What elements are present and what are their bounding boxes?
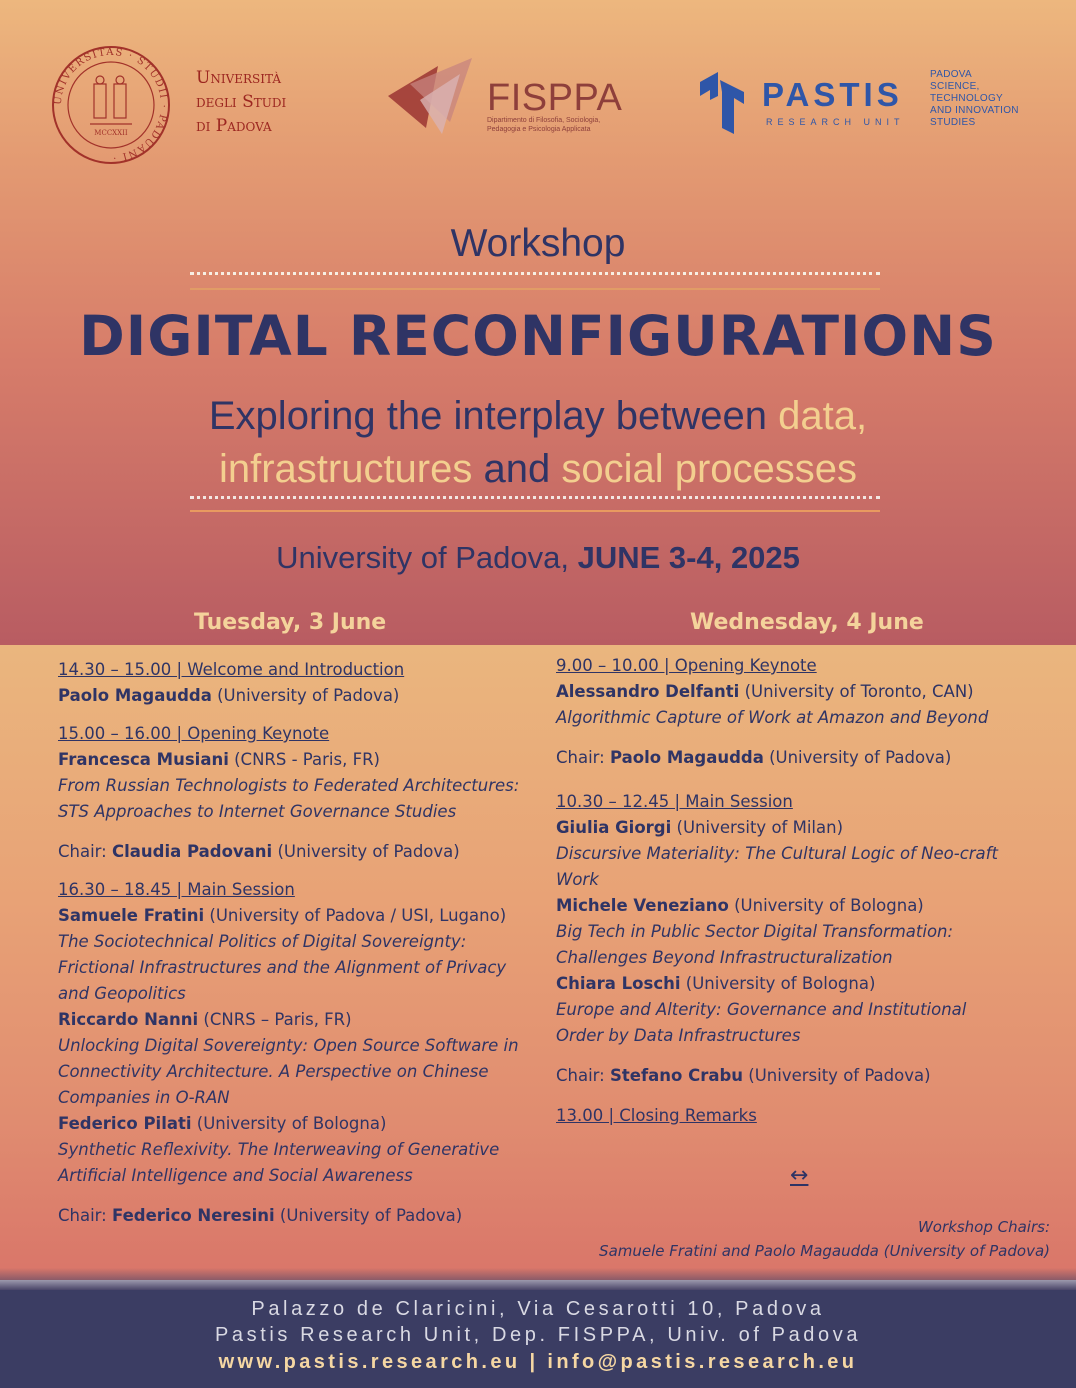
spacer [58, 1189, 548, 1203]
speaker-affiliation: (University of Padova) [211, 686, 400, 705]
unipd-line: degli Studi [196, 92, 287, 112]
university-seal-logo [50, 44, 172, 166]
subtitle-comma: , [855, 394, 868, 438]
pastis-unit-label: RESEARCH UNIT [766, 117, 905, 127]
pastis-logo-mark [698, 70, 748, 136]
chair-label: Chair: [58, 1206, 112, 1225]
tuesday-program [58, 657, 548, 1229]
talk-title: Synthetic Reflexivity. The Interweaving of Generative [58, 1140, 500, 1159]
chair-name: Stefano Crabu [609, 1066, 744, 1085]
spacer [556, 771, 1026, 789]
page-title: DIGITAL RECONFIGURATIONS [79, 304, 997, 368]
solid-divider [190, 288, 880, 290]
svg-text:MCCXXII: MCCXXII [94, 129, 128, 137]
day-heading-wednesday: Wednesday, 4 June [690, 610, 924, 635]
pastis-desc-line: STUDIES [930, 117, 976, 128]
chair-line [58, 1203, 548, 1229]
speaker-name: Riccardo Nanni [58, 1010, 199, 1029]
chair-label: Chair: [556, 1066, 610, 1085]
chair-line [556, 1063, 1026, 1089]
talk-title: Unlocking Digital Sovereignty: Open Source Software in [58, 1036, 519, 1055]
pastis-desc-line: PADOVA [930, 69, 972, 80]
speaker-affiliation: (University of Bologna) [728, 896, 924, 915]
speaker-name: Samuele Fratini [58, 906, 205, 925]
footer-contact: www.pastis.research.eu | info@pastis.research.eu [218, 1351, 858, 1373]
footer-address: Palazzo de Claricini, Via Cesarotti 10, Padova [251, 1298, 825, 1320]
pastis-name: PASTIS [762, 76, 903, 113]
wednesday-program [556, 653, 1026, 1129]
workshop-chairs-names: Samuele Fratini and Paolo Magaudda (University of Padova) [599, 1242, 1050, 1260]
subtitle-text: Exploring the interplay between [208, 394, 779, 438]
subtitle-highlight: social processes [561, 447, 858, 491]
speaker-line [58, 1007, 548, 1033]
workshop-kicker: Workshop [450, 222, 626, 265]
subtitle-line-1 [0, 390, 1076, 443]
speaker-affiliation: (University of Bologna) [680, 974, 876, 993]
speaker-line [556, 893, 1026, 919]
speaker-line [556, 971, 1026, 997]
university-name-logo [196, 66, 286, 138]
svg-text:UNIVERSITAS · STUDII · PADUANI: UNIVERSITAS · STUDII · PADUANI · [52, 46, 170, 164]
chair-affiliation: (University of Padova) [272, 842, 460, 861]
speaker-line [58, 903, 548, 929]
pastis-description [930, 69, 1019, 129]
pastis-desc-line: AND INNOVATION [930, 105, 1019, 116]
spacer [556, 731, 1026, 745]
chair-name: Federico Neresini [111, 1206, 275, 1225]
talk-title: Artificial Intelligence and Social Awareness [58, 1166, 413, 1185]
fisppa-logo-mark [380, 44, 480, 144]
solid-divider [190, 510, 880, 512]
talk-title: Work [556, 870, 599, 889]
session-time: 9.00 – 10.00 | Opening Keynote [556, 656, 817, 675]
subtitle-text: and [472, 447, 562, 491]
talk-title: The Sociotechnical Politics of Digital Sovereignty: [58, 932, 467, 951]
chair-affiliation: (University of Padova) [743, 1066, 931, 1085]
talk-title: and Geopolitics [58, 984, 186, 1003]
chair-label: Chair: [58, 842, 112, 861]
session-time: 10.30 – 12.45 | Main Session [556, 792, 793, 811]
chair-name: Claudia Padovani [111, 842, 273, 861]
talk-title: Big Tech in Public Sector Digital Transformation: [556, 922, 954, 941]
fisppa-subtitle [487, 116, 600, 134]
dotted-divider [190, 496, 880, 499]
fisppa-subtitle-line: Dipartimento di Filosofia, Sociologia, [487, 117, 601, 124]
chair-name: Paolo Magaudda [609, 748, 764, 767]
event-date: JUNE 3-4, 2025 [577, 540, 800, 575]
subtitle-highlight: data [778, 394, 856, 438]
spacer [556, 1049, 1026, 1063]
footer-fade [0, 1268, 1076, 1290]
chair-label: Chair: [556, 748, 610, 767]
speaker-name: Francesca Musiani [58, 750, 229, 769]
talk-title: Frictional Infrastructures and the Alignment of Privacy [58, 958, 507, 977]
speaker-line [58, 747, 548, 773]
session-time: 14.30 – 15.00 | Welcome and Introduction [58, 660, 405, 679]
talk-title: From Russian Technologists to Federated Architectures: [58, 776, 520, 795]
spacer [58, 825, 548, 839]
talk-title: Order by Data Infrastructures [556, 1026, 801, 1045]
unipd-line: Università [196, 68, 282, 88]
workshop-chairs-label: Workshop Chairs: [917, 1218, 1050, 1236]
speaker-name: Chiara Loschi [556, 974, 681, 993]
speaker-name: Paolo Magaudda [58, 686, 212, 705]
pastis-desc-line: SCIENCE, [930, 81, 980, 92]
speaker-line [556, 815, 1026, 841]
speaker-name: Michele Veneziano [556, 896, 729, 915]
speaker-line [58, 683, 548, 709]
speaker-affiliation: (CNRS - Paris, FR) [228, 750, 380, 769]
double-arrow-icon: ↔ [790, 1163, 809, 1188]
venue-date [0, 540, 1076, 576]
speaker-name: Federico Pilati [58, 1114, 192, 1133]
spacer [58, 709, 548, 721]
speaker-line [556, 679, 1026, 705]
speaker-name: Alessandro Delfanti [556, 682, 740, 701]
pastis-desc-line: TECHNOLOGY [930, 93, 1004, 104]
subtitle-line-2 [0, 443, 1076, 496]
chair-affiliation: (University of Padova) [763, 748, 952, 767]
speaker-affiliation: (University of Bologna) [191, 1114, 387, 1133]
session-time: 16.30 – 18.45 | Main Session [58, 880, 295, 899]
session-time: 13.00 | Closing Remarks [556, 1106, 757, 1125]
chair-line [556, 745, 1026, 771]
fisppa-name: FISPPA [487, 77, 623, 119]
workshop-chairs [599, 1215, 1050, 1263]
day-heading-tuesday: Tuesday, 3 June [194, 610, 387, 635]
venue-text: University of Padova, [276, 540, 578, 575]
talk-title: Algorithmic Capture of Work at Amazon and Beyond [556, 708, 989, 727]
talk-title: Challenges Beyond Infrastructuralization [556, 948, 893, 967]
talk-title: STS Approaches to Internet Governance Studies [58, 802, 457, 821]
subtitle [0, 390, 1076, 496]
speaker-name: Giulia Giorgi [556, 818, 672, 837]
speaker-affiliation: (University of Toronto, CAN) [739, 682, 974, 701]
speaker-line [58, 1111, 548, 1137]
chair-line [58, 839, 548, 865]
footer [0, 1290, 1076, 1388]
speaker-affiliation: (University of Padova / USI, Lugano) [204, 906, 507, 925]
spacer [58, 865, 548, 877]
unipd-line: di Padova [196, 116, 272, 136]
session-time: 15.00 – 16.00 | Opening Keynote [58, 724, 330, 743]
subtitle-highlight: infrastructures [218, 447, 473, 491]
spacer [556, 1089, 1026, 1103]
talk-title: Connectivity Architecture. A Perspective on Chinese [58, 1062, 489, 1081]
fisppa-subtitle-line: Pedagogia e Psicologia Applicata [487, 126, 591, 133]
footer-organization: Pastis Research Unit, Dep. FISPPA, Univ. of Padova [214, 1324, 862, 1346]
talk-title: Companies in O-RAN [58, 1088, 230, 1107]
talk-title: Discursive Materiality: The Cultural Logic of Neo-craft [556, 844, 998, 863]
chair-affiliation: (University of Padova) [274, 1206, 463, 1225]
dotted-divider [190, 272, 880, 275]
speaker-affiliation: (University of Milan) [671, 818, 844, 837]
speaker-affiliation: (CNRS – Paris, FR) [198, 1010, 352, 1029]
talk-title: Europe and Alterity: Governance and Institutional [556, 1000, 967, 1019]
